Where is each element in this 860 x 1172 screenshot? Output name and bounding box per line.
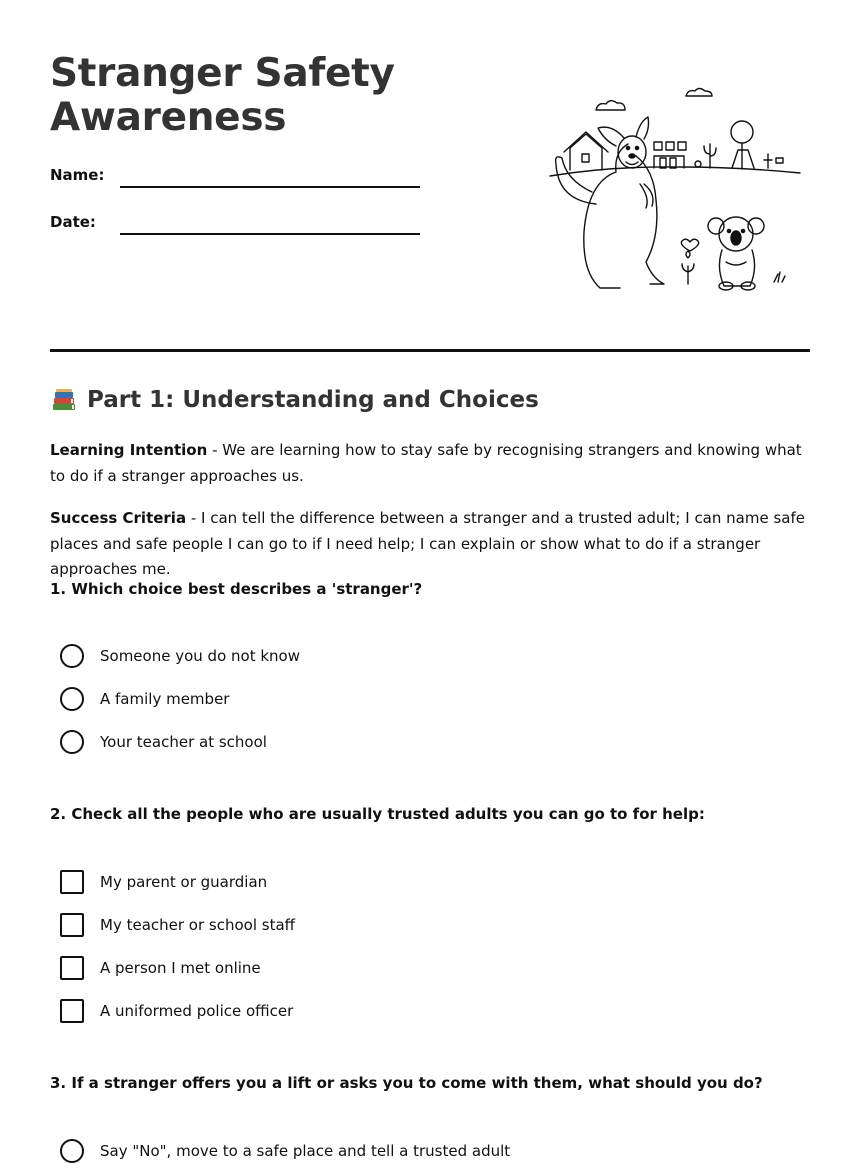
checkbox[interactable] [60,870,84,894]
page-title: Stranger Safety Awareness [50,51,395,140]
option-label: Someone you do not know [100,646,300,665]
learning-intention-label: Learning Intention [50,441,208,459]
section-heading [50,386,539,414]
question-2: 2. Check all the people who are usually trusted adults you can go to for help: [50,805,705,823]
kangaroo-koala-illustration [540,84,810,304]
radio-button[interactable] [60,730,84,754]
name-label: Name: [50,166,105,184]
q3-option-1[interactable] [60,1129,510,1172]
option-label: My teacher or school staff [100,915,295,934]
learning-intention [50,438,812,489]
section-divider [50,349,810,352]
question-1-options [60,634,300,763]
q2-option-3[interactable] [60,946,295,989]
option-label: A person I met online [100,958,261,977]
radio-button[interactable] [60,1139,84,1163]
q1-option-1[interactable] [60,634,300,677]
question-2-options [60,860,295,1032]
checkbox[interactable] [60,956,84,980]
checkbox[interactable] [60,913,84,937]
success-criteria-label: Success Criteria [50,509,187,527]
radio-button[interactable] [60,644,84,668]
name-field[interactable] [120,186,420,188]
option-label: Say "No", move to a safe place and tell a trusted adult [100,1141,511,1160]
checkbox[interactable] [60,999,84,1023]
success-criteria-text: - I can tell the difference between a stranger and a trusted adult; I can name safe places and safe people I can go to if I need help; I can explain or show what to do if a stranger approaches me. [50,509,805,578]
date-label: Date: [50,213,96,231]
date-field[interactable] [120,233,420,235]
q2-option-2[interactable] [60,903,295,946]
section-title-text: Part 1: Understanding and Choices [87,387,539,413]
question-3: 3. If a stranger offers you a lift or asks you to come with them, what should you do? [50,1074,763,1092]
option-label: A family member [100,689,230,708]
q1-option-3[interactable] [60,720,300,763]
option-label: Your teacher at school [100,732,267,751]
success-criteria [50,506,812,583]
q2-option-4[interactable] [60,989,295,1032]
learning-intention-text: - We are learning how to stay safe by recognising strangers and knowing what to do if a stranger approaches us. [50,441,802,485]
books-icon [50,386,78,414]
option-label: A uniformed police officer [100,1001,294,1020]
q1-option-2[interactable] [60,677,300,720]
q2-option-1[interactable] [60,860,295,903]
question-3-options [60,1129,510,1172]
option-label: My parent or guardian [100,872,268,891]
radio-button[interactable] [60,687,84,711]
question-1: 1. Which choice best describes a 'stranger'? [50,580,423,598]
